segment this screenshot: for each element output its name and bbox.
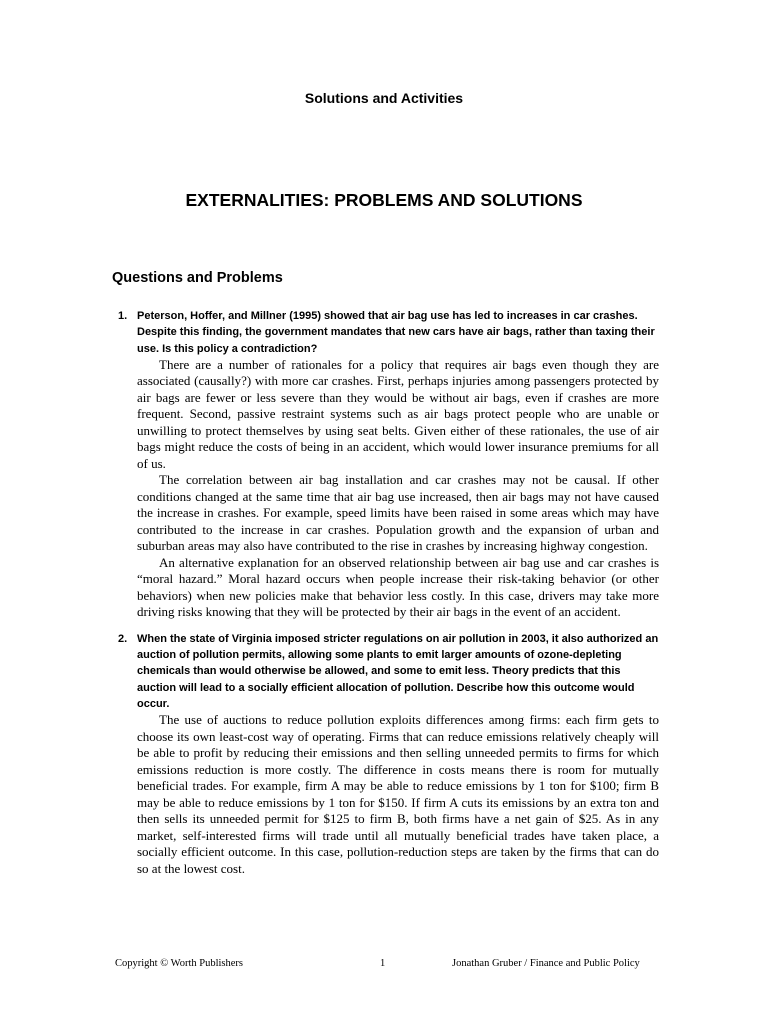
question-item-2 bbox=[118, 631, 659, 877]
questions-list bbox=[0, 308, 768, 877]
question-text: Peterson, Hoffer, and Millner (1995) showed that air bag use has led to increases in car crashes. Despite this finding, the government mandates that new cars have air bags, rather than taxing their use. Is this policy a contradiction? bbox=[137, 310, 655, 355]
page-footer bbox=[0, 958, 768, 974]
chapter-title: EXTERNALITIES: PROBLEMS AND SOLUTIONS bbox=[185, 190, 583, 210]
running-header: Solutions and Activities bbox=[304, 90, 464, 106]
footer-book-info: Jonathan Gruber / Finance and Public Policy bbox=[452, 958, 640, 969]
question-number: 1. bbox=[118, 310, 128, 322]
answer-paragraph: The correlation between air bag installation and car crashes may not be causal. If other conditions changed at the same time that air bag use increased, then air bags may not have caused the increase in crashes. For example, speed limits have been raised in some areas which may have contributed to the increase in car crashes. Population growth and the expansion of urban and suburban areas may also have contributed to the rise in crashes by increasing highway congestion. bbox=[137, 472, 659, 554]
answer-paragraph: An alternative explanation for an observed relationship between air bag use and car crashes is “moral hazard.” Moral hazard occurs when people increase their risk-taking behavior (or other behaviors) when new policies make that behavior less costly. In this case, drivers may take more driving risks knowing that they will be protected by their air bags in the event of an accident. bbox=[137, 554, 659, 620]
question-number: 2. bbox=[118, 632, 128, 645]
answer-paragraph: The use of auctions to reduce pollution exploits differences among firms: each firm gets to choose its own least-cost way of operating. Firms that can reduce emissions relatively cheaply will be able to profit by reducing their emissions and then selling unneeded permits to firms for which emissions reduction is more costly. The difference in costs means there is room for mutually beneficial trades. For example, firm A may be able to reduce emissions by 1 ton for $100; firm B may be able to reduce emissions by 1 ton for $150. If firm A cuts its emissions by an extra ton and then sells its unneeded permit for $125 to firm B, both firms have a net gain of $25. As in any market, self-interested firms will trade until all mutually beneficial trades have taken place, a socially efficient outcome. In this case, pollution-reduction steps are taken by the firms that can do so at the lowest cost. bbox=[137, 712, 659, 876]
question-text: When the state of Virginia imposed stricter regulations on air pollution in 2003, it also authorized an auction of pollution permits, allowing some plants to emit larger amounts of ozone-depleting chemicals than would otherwise be allowed, and some to emit less. Theory predicts that this auction will lead to a socially efficient allocation of pollution. Describe how this outcome would occur. bbox=[137, 632, 659, 711]
section-heading: Questions and Problems bbox=[112, 270, 283, 286]
question-item-1 bbox=[118, 308, 659, 621]
footer-page-number: 1 bbox=[380, 958, 386, 969]
footer-copyright: Copyright © Worth Publishers bbox=[115, 958, 243, 969]
answer-paragraph: There are a number of rationales for a policy that requires air bags even though they are associated (causally?) with more car crashes. First, perhaps injuries among passengers protected by air bags are fewer or less severe than they would be without air bags, even if crashes are more frequent. Second, passive restraint systems such as air bags protect people who are unable or unwilling to protect themselves by using seat belts. Given either of these rationales, the use of air bags might reduce the costs of being in an accident, which would lower insurance premiums for all of us. bbox=[137, 356, 659, 471]
